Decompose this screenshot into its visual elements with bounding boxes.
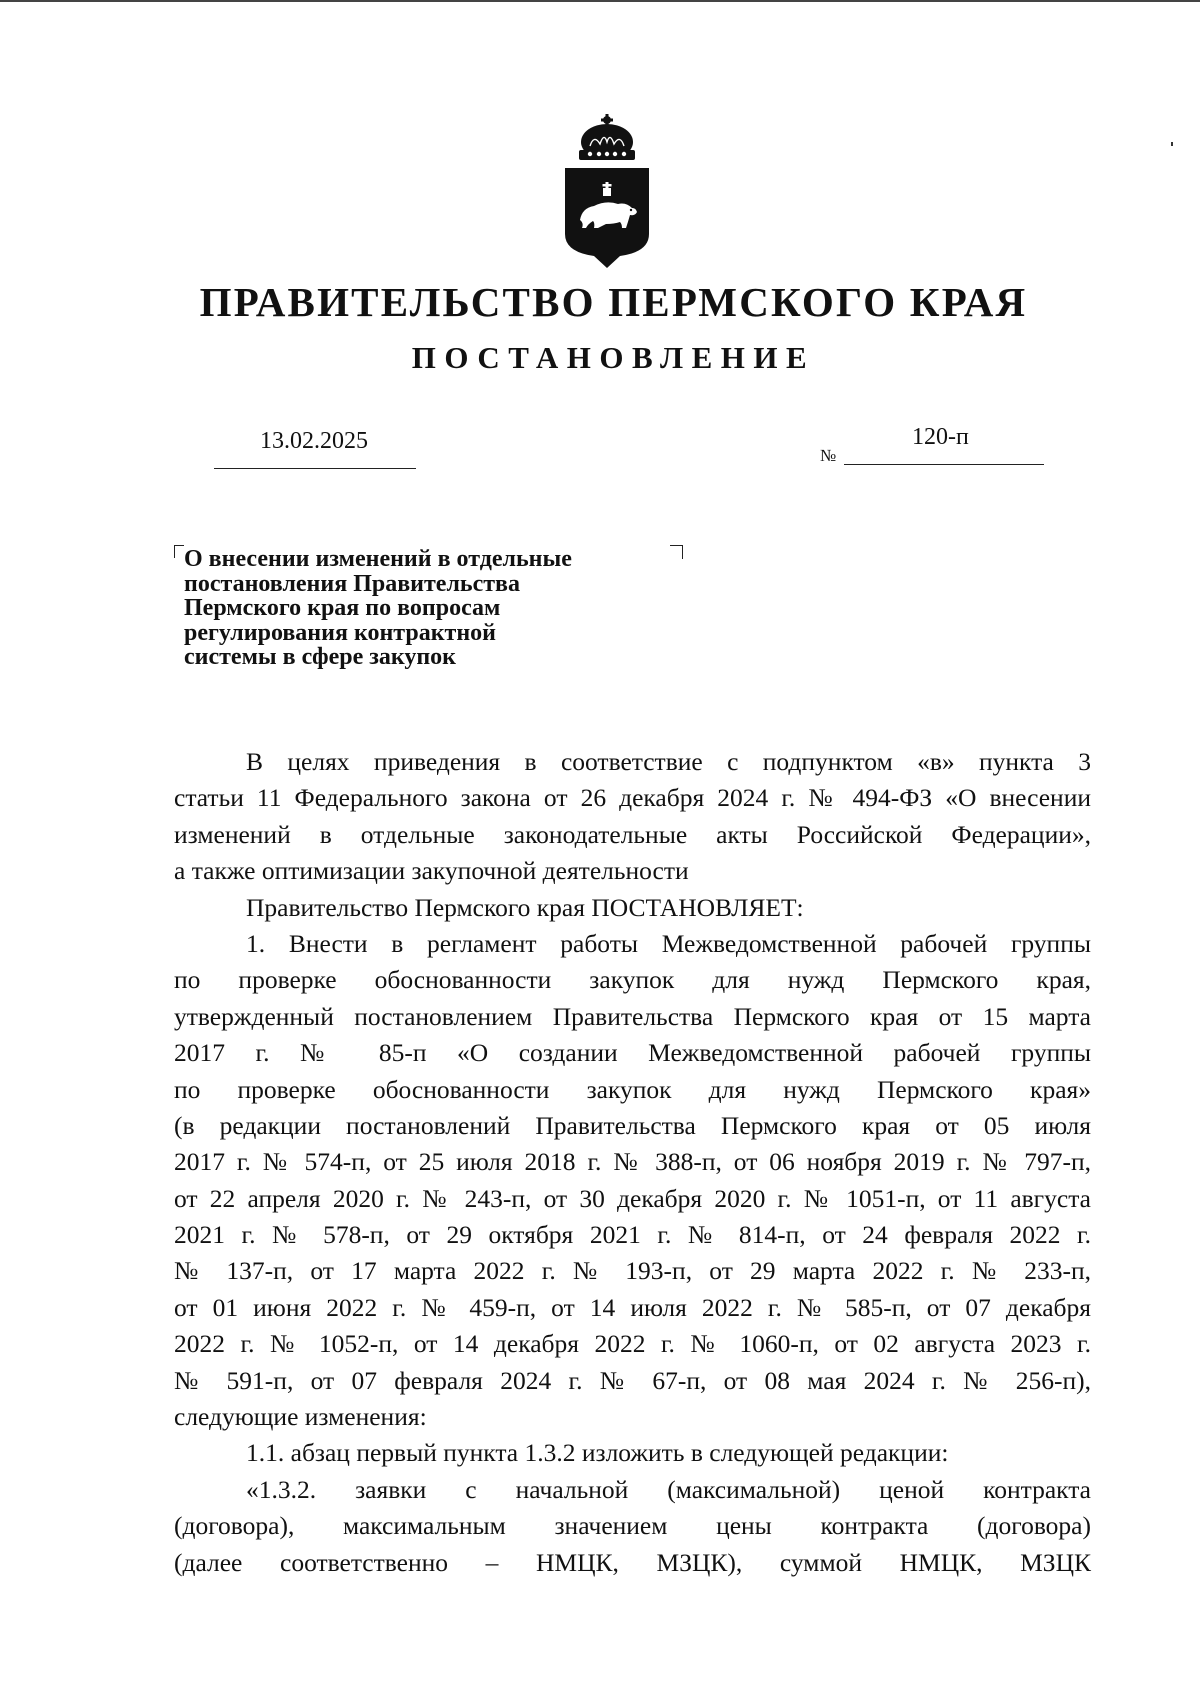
body-line: по проверке обоснованности закупок для нужд Пермского края»	[174, 1074, 1091, 1104]
subject-line: Пермского края по вопросам	[184, 595, 501, 621]
body-line: (в редакции постановлений Правительства Пермского края от 05 июля	[174, 1110, 1091, 1140]
body-line: 2022 г. № 1052-п, от 14 декабря 2022 г. № 1060-п, от 02 августа 2023 г.	[174, 1329, 1091, 1359]
body-line: изменений в отдельные законодательные акты Российской Федерации»,	[174, 819, 1091, 849]
body-line: 1. Внести в регламент работы Межведомственной рабочей группы	[246, 928, 1091, 958]
subject-line: О внесении изменений в отдельные	[184, 546, 572, 572]
subject-corner-left	[174, 545, 184, 558]
scan-edge	[0, 0, 1200, 2]
body-line: «1.3.2. заявки с начальной (максимальной) ценой контракта	[246, 1474, 1091, 1504]
perm-krai-coat-of-arms-icon	[560, 112, 654, 270]
body-line: В целях приведения в соответствие с подпунктом «в» пункта 3	[246, 747, 1091, 776]
body-line: от 22 апреля 2020 г. № 243-п, от 30 декабря 2020 г. № 1051-п, от 11 августа	[174, 1183, 1091, 1213]
body-line: 2021 г. № 578-п, от 29 октября 2021 г. № 814-п, от 24 февраля 2022 г.	[174, 1220, 1091, 1250]
body-line: по проверке обоснованности закупок для нужд Пермского края,	[174, 965, 1091, 995]
body-line: № 137-п, от 17 марта 2022 г. № 193-п, от 29 марта 2022 г. № 233-п,	[174, 1256, 1091, 1286]
document-number: 120-п	[912, 424, 969, 450]
number-label: №	[820, 446, 837, 465]
body-line: (договора), максимальным значением цены контракта (договора)	[174, 1511, 1091, 1541]
body-line: статьи 11 Федерального закона от 26 декабря 2024 г. № 494-ФЗ «О внесении	[174, 783, 1091, 813]
body-line: № 591-п, от 07 февраля 2024 г. № 67-п, от 08 мая 2024 г. № 256-п),	[174, 1365, 1091, 1395]
document-subject	[184, 547, 704, 670]
document-date: 13.02.2025	[260, 428, 368, 454]
organization-title: ПРАВИТЕЛЬСТВО ПЕРМСКОГО КРАЯ	[199, 279, 1028, 325]
document-body	[174, 744, 1091, 1581]
number-field	[844, 424, 1044, 465]
scan-speck	[1171, 142, 1173, 146]
subject-line: системы в сфере закупок	[184, 644, 457, 670]
date-field	[214, 428, 416, 469]
body-line: Правительство Пермского края ПОСТАНОВЛЯЕТ:	[246, 892, 804, 922]
subject-line: регулирования контрактной	[184, 619, 496, 646]
subject-line: постановления Правительства	[184, 570, 520, 597]
body-line: утвержденный постановлением Правительства Пермского края от 15 марта	[174, 1001, 1091, 1031]
body-line: следующие изменения:	[174, 1402, 427, 1432]
body-line: (далее соответственно – НМЦК, МЗЦК), суммой НМЦК, МЗЦК	[174, 1547, 1091, 1577]
body-line: 2017 г. № 85-п «О создании Межведомственной рабочей группы	[174, 1038, 1091, 1068]
body-line: от 01 июня 2022 г. № 459-п, от 14 июля 2022 г. № 585-п, от 07 декабря	[174, 1292, 1091, 1322]
body-line: 2017 г. № 574-п, от 25 июля 2018 г. № 388-п, от 06 ноября 2019 г. № 797-п,	[174, 1147, 1091, 1177]
body-line: 1.1. абзац первый пункта 1.3.2 изложить в следующей редакции:	[246, 1438, 949, 1468]
document-type: ПОСТАНОВЛЕНИЕ	[411, 340, 816, 375]
body-line: а также оптимизации закупочной деятельности	[174, 856, 689, 886]
